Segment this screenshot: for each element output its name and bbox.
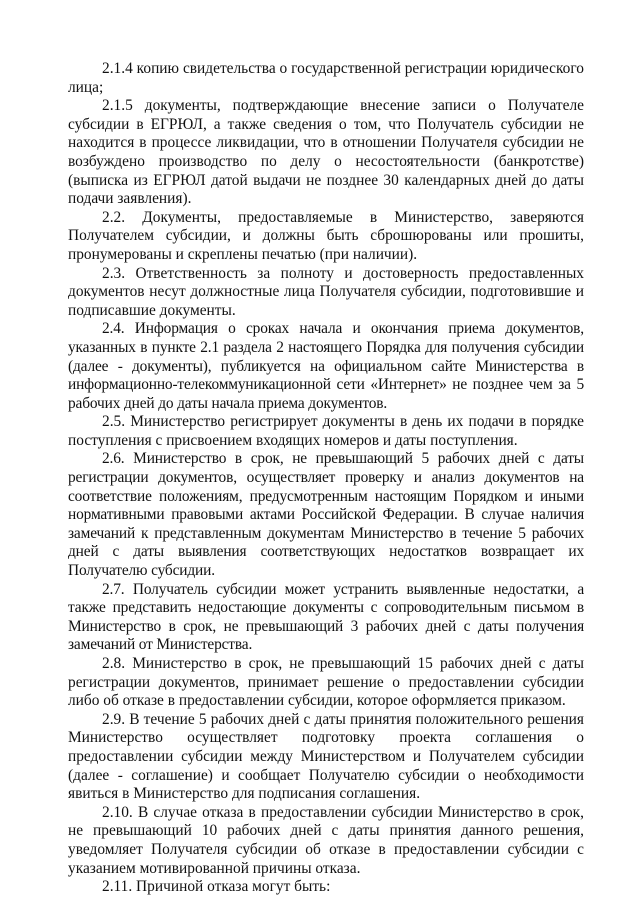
paragraph-2-1-4: 2.1.4 копию свидетельства о государственной регистрации юридического лица; — [68, 60, 584, 96]
paragraph-2-10: 2.10. В случае отказа в предоставлении субсидии Министерство в срок, не превышающий 10 рабочих дней с даты принятия данного решения, уведомляет Получателя субсидии об отказе в предоставлении субсидии с указанием мотивированной причины отказа. — [68, 803, 584, 877]
paragraph-2-1-5: 2.1.5 документы, подтверждающие внесение записи о Получателе субсидии в ЕГРЮЛ, а также сведения о том, что Получатель субсидии не находится в процессе ликвидации, что в отношении Получателя субсидии не возбуждено производство по делу о несостоятельности (банкротстве) (выписка из ЕГРЮЛ датой выдачи не позднее 30 календарных дней до даты подачи заявления). — [68, 97, 584, 208]
paragraph-2-8: 2.8. Министерство в срок, не превышающий 15 рабочих дней с даты регистрации документов, принимает решение о предоставлении субсидии либо об отказе в предоставлении субсидии, которое оформляется приказом. — [68, 655, 584, 710]
paragraph-2-2: 2.2. Документы, предоставляемые в Министерство, заверяются Получателем субсидии, и должны быть сброшюрованы или прошиты, пронумерованы и скреплены печатью (при наличии). — [68, 208, 584, 263]
paragraph-2-11: 2.11. Причиной отказа могут быть: — [102, 878, 331, 896]
paragraph-2-9: 2.9. В течение 5 рабочих дней с даты принятия положительного решения Министерство осуществляет подготовку проекта соглашения о предоставлении субсидии между Министерством и Получателем субсидии (далее - соглашение) и сообщает Получателю субсидии о необходимости явиться в Министерство для подписания соглашения. — [68, 710, 584, 803]
paragraph-2-3: 2.3. Ответственность за полноту и достоверность предоставленных документов несут должностные лица Получателя субсидии, подготовившие и подписавшие документы. — [68, 264, 584, 319]
paragraph-2-6: 2.6. Министерство в срок, не превышающий 5 рабочих дней с даты регистрации документов, осуществляет проверку и анализ документов на соответствие положениям, предусмотренным настоящим Порядком и иными нормативными правовыми актами Российской Федерации. В случае наличия замечаний к представленным документам Министерство в течение 5 рабочих дней с даты выявления соответствующих недостатков возвращает их Получателю субсидии. — [68, 450, 584, 580]
paragraph-2-4: 2.4. Информация о сроках начала и окончания приема документов, указанных в пункте 2.1 раздела 2 настоящего Порядка для получения субсидии (далее - документы), публикуется на официальном сайте Министерства в информационно-телекоммуникационной сети «Интернет» не позднее чем за 5 рабочих дней до даты начала приема документов. — [68, 320, 584, 412]
paragraph-2-7: 2.7. Получатель субсидии может устранить выявленные недостатки, а также представить недостающие документы с сопроводительным письмом в Министерство в срок, не превышающий 3 рабочих дней с даты получения замечаний от Министерства. — [68, 580, 584, 654]
document-body — [68, 60, 584, 897]
paragraph-2-5: 2.5. Министерство регистрирует документы в день их подачи в порядке поступления с присвоением входящих номеров и даты поступления. — [68, 413, 584, 449]
